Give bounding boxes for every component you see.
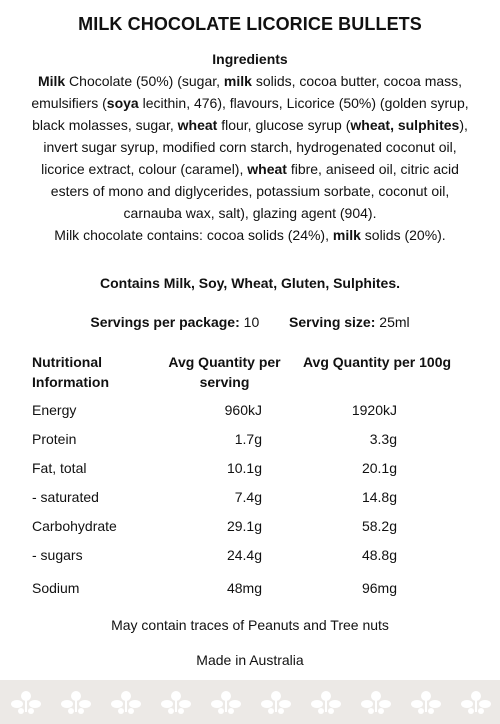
servings-per-package-value: 10 bbox=[243, 314, 260, 330]
product-title: MILK CHOCOLATE LICORICE BULLETS bbox=[78, 14, 422, 34]
ingredient-text: solids, cocoa butter, cocoa mass, emulsifiers ( bbox=[31, 73, 463, 111]
ingredient-allergen: milk bbox=[223, 73, 252, 89]
per-100g-value: 20.1g bbox=[361, 460, 397, 476]
ingredients-heading: Ingredients bbox=[212, 51, 288, 67]
flower-ornament-icon bbox=[311, 691, 341, 714]
flower-ornament-icon bbox=[61, 691, 91, 714]
nutrient-name: - saturated bbox=[32, 489, 99, 505]
ingredient-text: solids (20%). bbox=[360, 227, 446, 243]
per-serving-value: 1.7g bbox=[234, 431, 262, 447]
ingredient-allergen: wheat, sulphites bbox=[350, 117, 460, 133]
per-100g-value: 14.8g bbox=[361, 489, 397, 505]
ingredient-text: lecithin, 476), flavours, Licorice (50%) (golden syrup, black molasses, sugar, bbox=[32, 95, 469, 133]
header-per-100g: Avg Quantity per 100g bbox=[302, 354, 452, 370]
allergen-note: May contain traces of Peanuts and Tree nuts bbox=[111, 617, 389, 633]
serving-size-label: Serving size: bbox=[289, 314, 376, 330]
flower-ornament-icon bbox=[211, 691, 241, 714]
nutrition-table bbox=[32, 352, 472, 603]
per-serving-value: 24.4g bbox=[226, 547, 262, 563]
ingredient-allergen: milk bbox=[332, 227, 361, 243]
decorative-band bbox=[0, 680, 500, 724]
per-serving-value: 7.4g bbox=[234, 489, 262, 505]
per-100g-value: 58.2g bbox=[361, 518, 397, 534]
nutrition-rows bbox=[32, 396, 472, 603]
table-row bbox=[32, 574, 472, 603]
ingredient-allergen: wheat bbox=[177, 117, 218, 133]
ingredient-allergen: Milk bbox=[37, 73, 66, 89]
nutrient-name: Fat, total bbox=[32, 460, 87, 476]
nutrient-name: Protein bbox=[32, 431, 77, 447]
allergen-contains: Contains Milk, Soy, Wheat, Gluten, Sulphites. bbox=[100, 275, 400, 291]
flower-ornament-icon bbox=[161, 691, 191, 714]
nutrient-name: - sugars bbox=[32, 547, 83, 563]
table-row bbox=[32, 396, 472, 425]
per-100g-value: 3.3g bbox=[369, 431, 397, 447]
servings-line bbox=[0, 314, 500, 330]
per-serving-value: 960kJ bbox=[224, 402, 262, 418]
table-row bbox=[32, 483, 472, 512]
flower-ornament-icon bbox=[261, 691, 291, 714]
ingredient-allergen: soya bbox=[106, 95, 139, 111]
ingredient-text: flour, glucose syrup ( bbox=[217, 117, 351, 133]
table-row bbox=[32, 541, 472, 570]
nutrient-name: Energy bbox=[32, 402, 77, 418]
servings-per-package-label: Servings per package: bbox=[90, 314, 240, 330]
flower-ornament-icon bbox=[361, 691, 391, 714]
ingredients-text bbox=[26, 70, 474, 246]
ingredient-text: Chocolate (50%) (sugar, bbox=[65, 73, 224, 89]
header-nutritional-information: Nutritional Information bbox=[32, 354, 109, 390]
ingredient-allergen: wheat bbox=[247, 161, 287, 177]
per-100g-value: 1920kJ bbox=[351, 402, 397, 418]
flower-ornament-icon bbox=[0, 680, 500, 724]
per-100g-value: 96mg bbox=[361, 580, 397, 596]
table-row bbox=[32, 425, 472, 454]
table-row bbox=[32, 454, 472, 483]
nutrient-name: Carbohydrate bbox=[32, 518, 117, 534]
ingredient-text: Milk chocolate contains: cocoa solids (24%), bbox=[54, 227, 333, 243]
ingredient-text: fibre, aniseed oil, citric acid esters of mono and diglycerides, potassium sorbate, coconut oil, carnauba wax, salt), glazing agent (904). bbox=[50, 161, 459, 221]
nutrient-name: Sodium bbox=[32, 580, 80, 596]
country-of-origin: Made in Australia bbox=[196, 652, 304, 668]
ingredient-text: ), invert sugar syrup, modified corn starch, hydrogenated coconut oil, licorice extract, colour (caramel), bbox=[41, 117, 468, 177]
per-serving-value: 10.1g bbox=[226, 460, 262, 476]
table-row bbox=[32, 512, 472, 541]
per-serving-value: 48mg bbox=[226, 580, 262, 596]
flower-ornament-icon bbox=[111, 691, 141, 714]
flower-ornament-icon bbox=[411, 691, 441, 714]
per-100g-value: 48.8g bbox=[361, 547, 397, 563]
serving-size-value: 25ml bbox=[379, 314, 410, 330]
per-serving-value: 29.1g bbox=[226, 518, 262, 534]
flower-ornament-icon bbox=[461, 691, 491, 714]
header-per-serving: Avg Quantity per serving bbox=[168, 354, 281, 390]
nutrition-table-header bbox=[32, 352, 472, 396]
flower-ornament-icon bbox=[11, 691, 41, 714]
